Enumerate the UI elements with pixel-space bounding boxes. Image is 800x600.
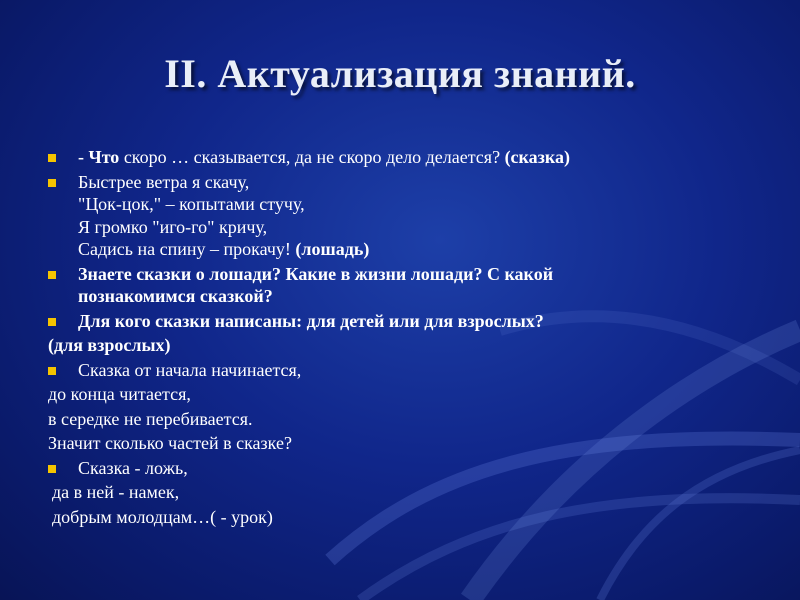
saying-1-line-2: до конца читается,: [48, 384, 191, 404]
riddle-2-line-1: Быстрее ветра я скачу,: [78, 171, 250, 192]
bullet-square-icon: [48, 154, 56, 162]
question-2-line-1: Для кого сказки написаны: для детей или для взрослых?: [78, 310, 544, 331]
saying-2-line-2: да в ней - намек,: [52, 482, 180, 502]
bullet-square-icon: [48, 271, 56, 279]
list-item-saying-2: [48, 457, 748, 480]
saying-1-line-4: Значит сколько частей в сказке?: [48, 433, 292, 453]
riddle-2-line-2: "Цок-цок," – копытами стучу,: [78, 194, 305, 214]
saying-1-line-3: в середке не перебивается.: [48, 408, 253, 429]
question-2-answer: (для взрослых): [48, 335, 171, 355]
list-item-question-1: [48, 263, 748, 308]
list-item-saying-1: [48, 359, 748, 382]
riddle-2-line-4: Садись на спину – прокачу!: [78, 239, 291, 259]
riddle-2-line-3: Я громко "иго-го" кричу,: [78, 216, 268, 237]
riddle-1-text: скоро … сказывается, да не скоро дело делается?: [119, 147, 501, 167]
question-1-line-2: познакомимся сказкой?: [78, 286, 273, 306]
question-1-line-1: Знаете сказки о лошади? Какие в жизни лошади? С какой: [78, 263, 554, 284]
riddle-1-answer: (сказка): [500, 147, 570, 167]
list-item-riddle-1: [48, 146, 748, 169]
bullet-square-icon: [48, 318, 56, 326]
riddle-2-answer: (лошадь): [290, 239, 370, 259]
bullet-square-icon: [48, 465, 56, 473]
bullet-square-icon: [48, 179, 56, 187]
list-item-question-2: [48, 310, 748, 333]
saying-2-line-3: добрым молодцам…( - урок): [52, 506, 273, 527]
bullet-square-icon: [48, 367, 56, 375]
slide-content: [48, 146, 748, 530]
list-item-riddle-2: [48, 171, 748, 261]
saying-1-line-1: Сказка от начала начинается,: [78, 359, 302, 380]
slide-title: II. Актуализация знаний.: [164, 51, 636, 96]
saying-2-line-1: Сказка - ложь,: [78, 457, 188, 478]
riddle-1-bold-start: - Что: [78, 147, 120, 167]
